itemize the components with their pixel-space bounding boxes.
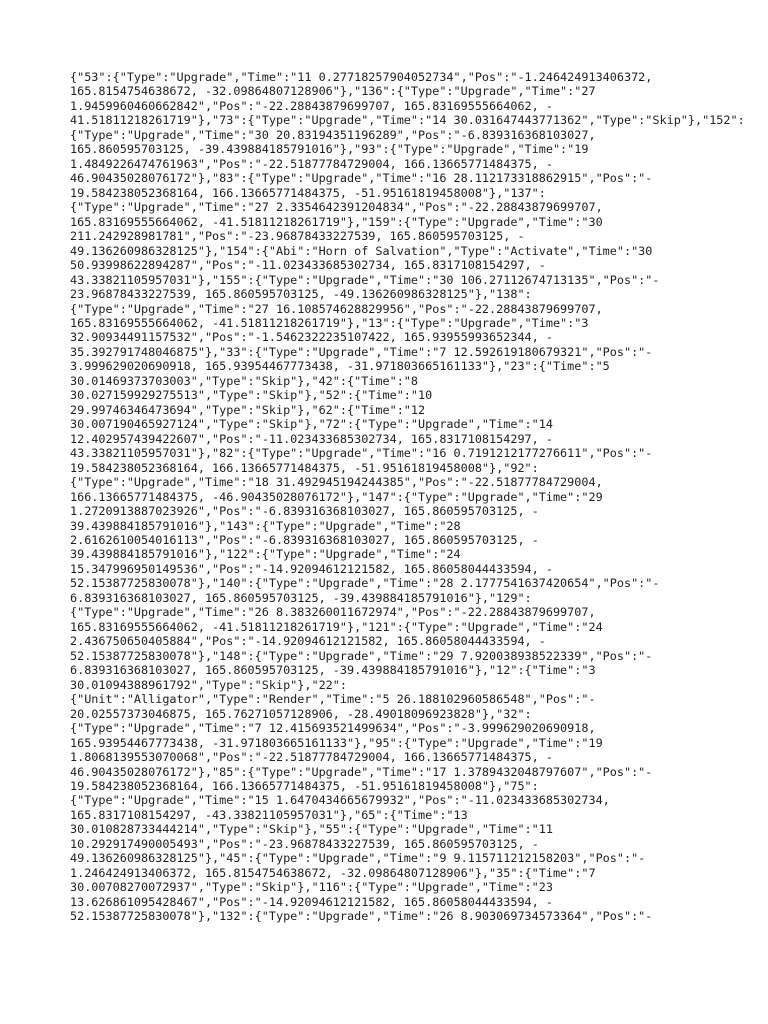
text-line: {"Unit":"Alligator","Type":"Render","Time":"5 26.188102960586548","Pos":"- <box>70 692 596 707</box>
text-line: 1.4849226474761963","Pos":"-22.51877784729004, 166.13665771484375, - <box>70 156 553 171</box>
text-line: 46.90435028076172"},"83":{"Type":"Upgrade","Time":"16 28.112173318862915","Pos":"- <box>70 171 653 186</box>
text-line: 165.860595703125, -39.439884185791016"},"93":{"Type":"Upgrade","Time":"19 <box>70 142 589 157</box>
text-line: 23.96878433227539, 165.860595703125, -49.136260986328125"},"138": <box>70 287 532 302</box>
text-line: 13.626861095428467","Pos":"-14.92094612121582, 165.86058044433594, - <box>70 894 553 909</box>
text-line: 30.01094388961792","Type":"Skip"},"22": <box>70 677 347 692</box>
text-line: 10.292917490005493","Pos":"-23.96878433227539, 165.860595703125, - <box>70 836 539 851</box>
text-line: 49.136260986328125"},"45":{"Type":"Upgrade","Time":"9 9.115711212158203","Pos":"- <box>70 851 646 866</box>
text-line: 30.010828733444214","Type":"Skip"},"55":{"Type":"Upgrade","Time":"11 <box>70 822 553 837</box>
text-line: {"Type":"Upgrade","Time":"27 16.108574628829956","Pos":"-22.28843879699707, <box>70 301 603 316</box>
json-text-body <box>70 70 745 924</box>
text-line: 43.33821105957031"},"155":{"Type":"Upgrade","Time":"30 106.27112674713135","Pos":"- <box>70 272 660 287</box>
text-line: 52.15387725830078"},"148":{"Type":"Upgrade","Time":"29 7.920038938522339","Pos":"- <box>70 648 653 663</box>
text-line: 1.8068139553070068","Pos":"-22.51877784729004, 166.13665771484375, - <box>70 750 553 765</box>
text-line: 12.402957439422607","Pos":"-11.023433685302734, 165.8317108154297, - <box>70 431 553 446</box>
text-line: 30.00708270072937","Type":"Skip"},"116":{"Type":"Upgrade","Time":"23 <box>70 880 553 895</box>
text-line: 30.01469373703003","Type":"Skip"},"42":{"Time":"8 <box>70 373 419 388</box>
text-line: 30.007190465927124","Type":"Skip"},"72":{"Type":"Upgrade","Time":"14 <box>70 417 553 432</box>
text-line: {"Type":"Upgrade","Time":"27 2.3354642391204834","Pos":"-22.28843879699707, <box>70 200 603 215</box>
text-line: {"Type":"Upgrade","Time":"30 20.83194351196289","Pos":"-6.839316368103027, <box>70 127 596 142</box>
text-line: 49.136260986328125"},"154":{"Abi":"Horn of Salvation","Type":"Activate","Time":"30 <box>70 243 653 258</box>
text-line: 43.33821105957031"},"82":{"Type":"Upgrade","Time":"16 0.7191212177276611","Pos":"- <box>70 446 653 461</box>
text-line: 41.51811218261719"},"73":{"Type":"Upgrade","Time":"14 30.031647443771362","Type":"Skip"},"152": <box>70 113 745 128</box>
text-line: 19.584238052368164, 166.13665771484375, -51.95161819458008"},"92": <box>70 460 539 475</box>
text-line: 165.93954467773438, -31.971803665161133"},"95":{"Type":"Upgrade","Time":"19 <box>70 735 603 750</box>
text-line: {"Type":"Upgrade","Time":"15 1.6470434665679932","Pos":"-11.023433685302734, <box>70 793 610 808</box>
text-line: 15.347996950149536","Pos":"-14.92094612121582, 165.86058044433594, - <box>70 561 553 576</box>
text-line: 6.839316368103027, 165.860595703125, -39.439884185791016"},"12":{"Time":"3 <box>70 663 596 678</box>
text-line: 211.242928981781","Pos":"-23.96878433227539, 165.860595703125, - <box>70 229 525 244</box>
text-line: 2.436750650405884","Pos":"-14.92094612121582, 165.86058044433594, - <box>70 634 546 649</box>
text-line: {"Type":"Upgrade","Time":"18 31.492945194244385","Pos":"-22.51877784729004, <box>70 475 603 490</box>
text-line: {"Type":"Upgrade","Time":"26 8.383260011672974","Pos":"-22.28843879699707, <box>70 605 596 620</box>
text-line: {"53":{"Type":"Upgrade","Time":"11 0.27718257904052734","Pos":"-1.246424913406372, <box>70 70 653 84</box>
text-line: 19.584238052368164, 166.13665771484375, -51.95161819458008"},"137": <box>70 185 546 200</box>
text-line: 165.8317108154297, -43.33821105957031"},"65":{"Time":"13 <box>70 807 468 822</box>
text-line: 20.02557373046875, 165.76271057128906, -28.49018096923828"},"32": <box>70 706 532 721</box>
text-line: 52.15387725830078"},"140":{"Type":"Upgrade","Time":"28 2.1777541637420654","Pos":"- <box>70 576 660 591</box>
text-line: 52.15387725830078"},"132":{"Type":"Upgrade","Time":"26 8.903069734573364","Pos":"- <box>70 909 653 924</box>
text-line: 30.027159929275513","Type":"Skip"},"52":{"Time":"10 <box>70 388 433 403</box>
text-line: 19.584238052368164, 166.13665771484375, -51.95161819458008"},"75": <box>70 778 539 793</box>
text-line: 1.2720913887023926","Pos":"-6.839316368103027, 165.860595703125, - <box>70 504 539 519</box>
text-line: 32.90934491157532","Pos":"-1.5462322235107422, 165.93955993652344, - <box>70 330 553 345</box>
text-line: 29.99746346473694","Type":"Skip"},"62":{"Time":"12 <box>70 402 426 417</box>
text-line: 165.83169555664062, -41.51811218261719"},"13":{"Type":"Upgrade","Time":"3 <box>70 315 589 330</box>
text-line: 46.90435028076172"},"85":{"Type":"Upgrade","Time":"17 1.3789432048797607","Pos":"- <box>70 764 653 779</box>
text-line: 165.8154754638672, -32.09864807128906"},"136":{"Type":"Upgrade","Time":"27 <box>70 84 596 99</box>
text-line: 3.999629020690918, 165.93954467773438, -31.971803665161133"},"23":{"Time":"5 <box>70 359 610 374</box>
text-line: 2.6162610054016113","Pos":"-6.839316368103027, 165.860595703125, - <box>70 533 539 547</box>
text-line: 39.439884185791016"},"122":{"Type":"Upgrade","Time":"24 <box>70 547 461 562</box>
text-line: 165.83169555664062, -41.51811218261719"},"159":{"Type":"Upgrade","Time":"30 <box>70 214 603 229</box>
text-line: 39.439884185791016"},"143":{"Type":"Upgrade","Time":"28 <box>70 518 461 533</box>
text-line: 1.9459960460662842","Pos":"-22.28843879699707, 165.83169555664062, - <box>70 98 553 113</box>
text-line: 50.93998622894287","Pos":"-11.023433685302734, 165.8317108154297, - <box>70 258 546 273</box>
text-line: {"Type":"Upgrade","Time":"7 12.415693521499634","Pos":"-3.999629020690918, <box>70 721 596 736</box>
text-line: 6.839316368103027, 165.860595703125, -39.439884185791016"},"129": <box>70 590 532 605</box>
text-line: 1.246424913406372, 165.8154754638672, -32.09864807128906"},"35":{"Time":"7 <box>70 865 596 880</box>
text-line: 165.83169555664062, -41.51811218261719"},"121":{"Type":"Upgrade","Time":"24 <box>70 619 603 634</box>
text-line: 35.392791748046875"},"33":{"Type":"Upgrade","Time":"7 12.592619180679321","Pos":"- <box>70 344 653 359</box>
text-line: 166.13665771484375, -46.90435028076172"},"147":{"Type":"Upgrade","Time":"29 <box>70 489 603 504</box>
